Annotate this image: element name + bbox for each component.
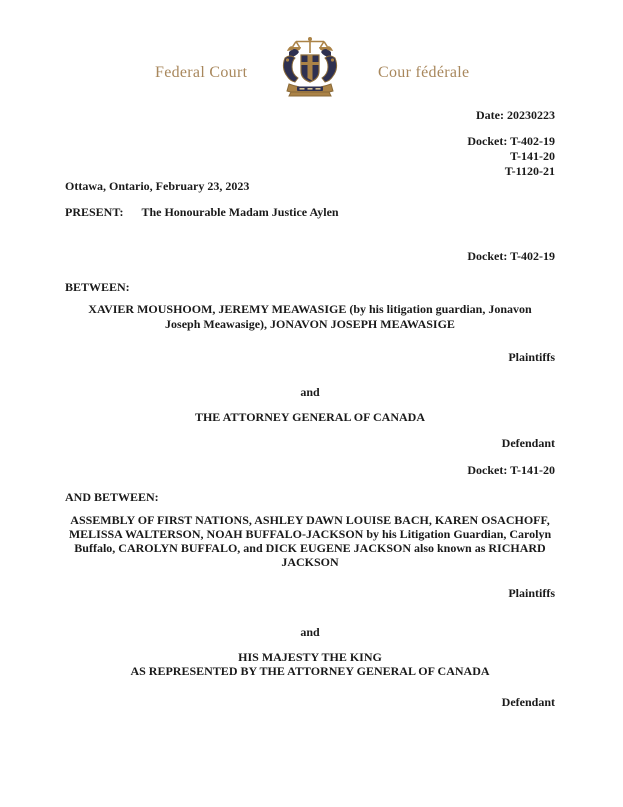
case2-defendant-line1: HIS MAJESTY THE KING bbox=[238, 650, 382, 664]
case1-docket-line: Docket: T-402-19 bbox=[467, 249, 555, 263]
case2-plaintiff-names: ASSEMBLY OF FIRST NATIONS, ASHLEY DAWN LOUISE BACH, KAREN OSACHOFF, MELISSA WALTERSON, NOAH BUFFALO-JACKSON by his Litigation Guardian, Carolyn Buffalo, CAROLYN BUFFALO, and DICK EUGENE JACKSON also known as RICHARD JACKSON bbox=[68, 513, 552, 569]
document-header bbox=[0, 0, 623, 99]
present-label: PRESENT: bbox=[65, 205, 124, 219]
case2-between-label: AND BETWEEN: bbox=[65, 490, 159, 504]
case2-and-label: and bbox=[300, 625, 320, 639]
case1-and-label: and bbox=[300, 385, 320, 399]
docket-block bbox=[65, 134, 555, 179]
case1-defendant-role: Defendant bbox=[501, 436, 555, 450]
case2-docket-line: Docket: T-141-20 bbox=[467, 463, 555, 477]
presiding-judge-line bbox=[65, 205, 555, 220]
docket-number-2: T-141-20 bbox=[510, 149, 555, 163]
document-body bbox=[0, 108, 623, 710]
case1-plaintiff-role: Plaintiffs bbox=[508, 350, 555, 364]
judge-name: The Honourable Madam Justice Aylen bbox=[141, 205, 339, 219]
case2-defendant-line2: AS REPRESENTED BY THE ATTORNEY GENERAL OF CANADA bbox=[130, 664, 490, 678]
case2-defendant-names bbox=[65, 650, 555, 678]
case2-defendant-role: Defendant bbox=[501, 695, 555, 709]
date-line: Date: 20230223 bbox=[476, 108, 555, 122]
court-name-french: Cour fédérale bbox=[378, 64, 470, 81]
case1-plaintiff-names: XAVIER MOUSHOOM, JEREMY MEAWASIGE (by his litigation guardian, Jonavon Joseph Meawasige), JONAVON JOSEPH MEAWASIGE bbox=[88, 302, 532, 331]
city-date-line: Ottawa, Ontario, February 23, 2023 bbox=[65, 179, 250, 193]
docket-number-1: Docket: T-402-19 bbox=[467, 134, 555, 148]
case1-between-label: BETWEEN: bbox=[65, 280, 130, 294]
federal-court-crest-icon bbox=[275, 36, 345, 102]
case2-plaintiff-role: Plaintiffs bbox=[508, 586, 555, 600]
docket-number-3: T-1120-21 bbox=[504, 164, 555, 178]
case1-defendant-names: THE ATTORNEY GENERAL OF CANADA bbox=[194, 410, 426, 424]
court-name-english: Federal Court bbox=[155, 64, 248, 81]
